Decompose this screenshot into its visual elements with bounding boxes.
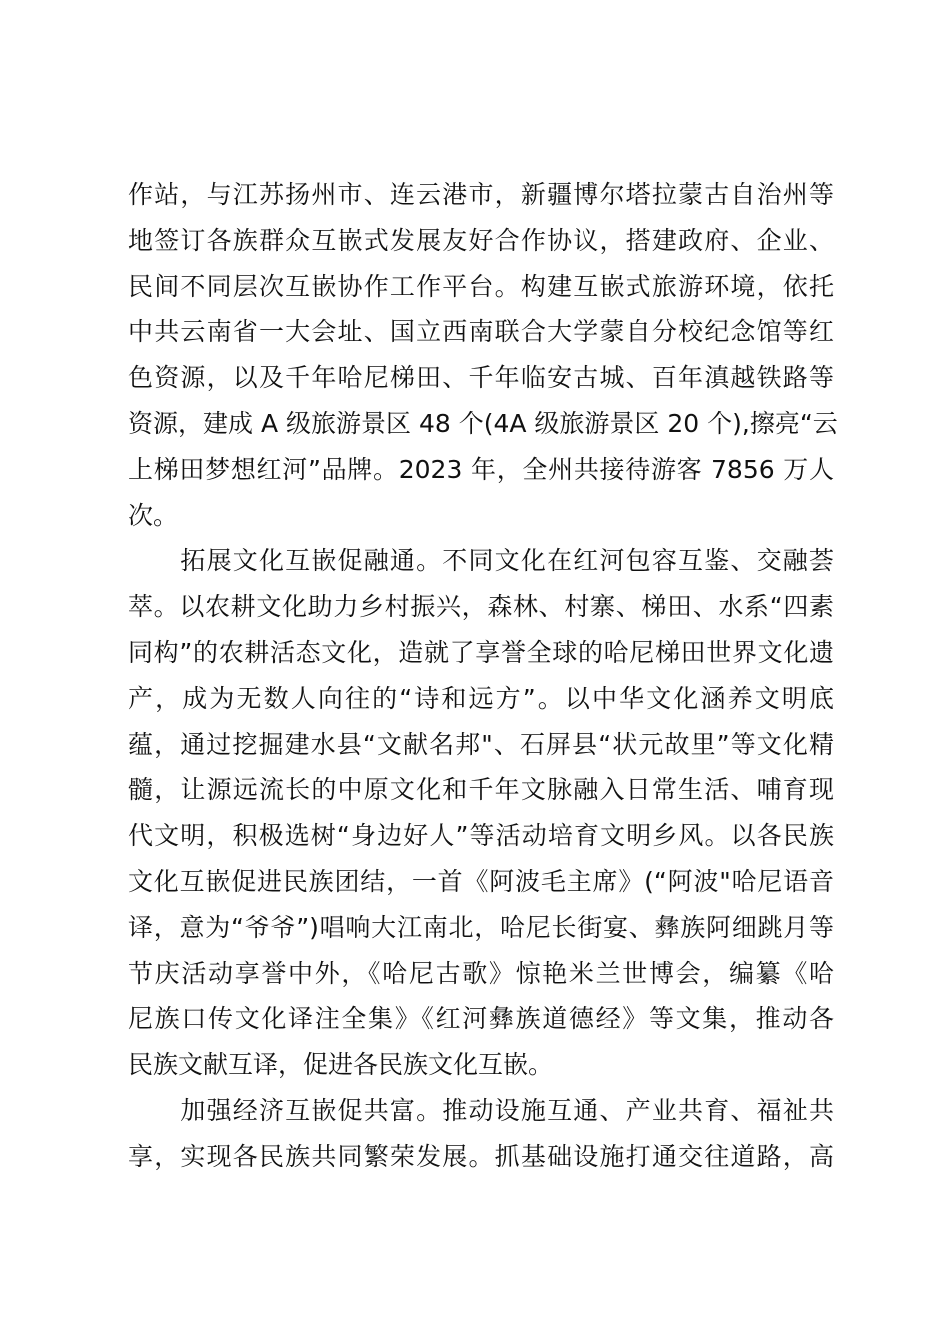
text-line: 同构”的农耕活态文化，造就了享誉全球的哈尼梯田世界文化遗 — [128, 637, 834, 667]
paragraph-culture — [128, 538, 834, 1088]
text-line: 产，成为无数人向往的“诗和远方”。以中华文化涵养文明底 — [128, 683, 834, 713]
text-line: 色资源，以及千年哈尼梯田、千年临安古城、百年滇越铁路等 — [128, 363, 834, 393]
text-line: 中共云南省一大会址、国立西南联合大学蒙自分校纪念馆等红 — [128, 317, 834, 347]
text-line: 代文明，积极选树“身边好人”等活动培育文明乡风。以各民族 — [128, 821, 834, 851]
text-line: 加强经济互嵌促共富。推动设施互通、产业共育、福祉共 — [128, 1095, 834, 1125]
paragraph-tourism — [128, 172, 838, 538]
text-line: 译，意为“爷爷”)唱响大江南北，哈尼长街宴、彝族阿细跳月等 — [128, 912, 834, 942]
text-line: 节庆活动享誉中外，《哈尼古歌》惊艳米兰世博会，编纂《哈 — [128, 958, 834, 988]
text-line: 享，实现各民族共同繁荣发展。抓基础设施打通交往道路，高 — [128, 1141, 834, 1171]
text-line: 尼族口传文化译注全集》《红河彝族道德经》等文集，推动各 — [128, 1004, 834, 1034]
text-line: 地签订各族群众互嵌式发展友好合作协议，搭建政府、企业、 — [128, 225, 834, 255]
text-line: 次。 — [128, 500, 179, 530]
text-line: 资源，建成 A 级旅游景区 48 个(4A 级旅游景区 20 个),擦亮“云 — [128, 408, 838, 438]
text-line: 萃。以农耕文化助力乡村振兴，森林、村寨、梯田、水系“四素 — [128, 592, 834, 622]
text-line: 髓，让源远流长的中原文化和千年文脉融入日常生活、哺育现 — [128, 775, 834, 805]
text-line: 蕴，通过挖掘建水县“文献名邦"、石屏县“状元故里”等文化精 — [128, 729, 834, 759]
paragraph-economy — [128, 1088, 834, 1180]
text-line: 上梯田梦想红河”品牌。2023 年，全州共接待游客 7856 万人 — [128, 454, 834, 484]
text-line: 作站，与江苏扬州市、连云港市，新疆博尔塔拉蒙古自治州等 — [128, 180, 834, 209]
text-line: 民族文献互译，促进各民族文化互嵌。 — [128, 1050, 554, 1080]
text-line: 文化互嵌促进民族团结，一首《阿波毛主席》(“阿波"哈尼语音 — [128, 866, 834, 896]
body-text — [128, 172, 838, 1180]
text-line: 拓展文化互嵌促融通。不同文化在红河包容互鉴、交融荟 — [128, 546, 834, 576]
text-line: 民间不同层次互嵌协作工作平台。构建互嵌式旅游环境，依托 — [128, 271, 834, 301]
